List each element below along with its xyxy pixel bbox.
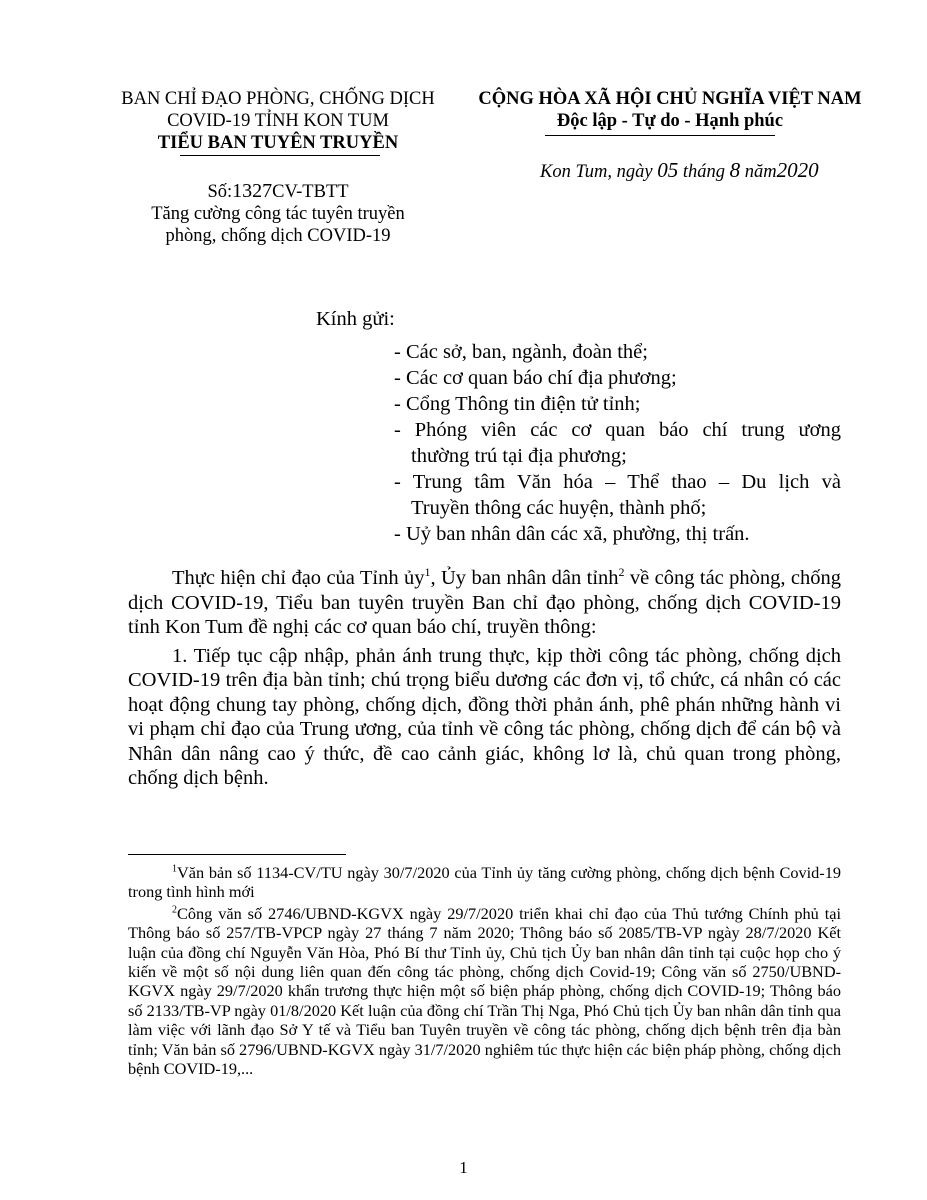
footnote-2 bbox=[128, 904, 841, 1079]
recipient-text: - Các cơ quan báo chí địa phương; bbox=[394, 367, 677, 389]
agency-line-2: COVID-19 TỈNH KON TUM bbox=[167, 111, 389, 131]
footnote-ref-2: 2 bbox=[618, 565, 625, 580]
recipient-text-cont: Truyền thông các huyện, thành phố; bbox=[411, 497, 707, 519]
subject-line-2: phòng, chống dịch COVID-19 bbox=[165, 226, 391, 246]
intro-text: , Ủy ban nhân dân tỉnh bbox=[430, 567, 619, 589]
subject-line-1: Tăng cường công tác tuyên truyền bbox=[151, 204, 405, 224]
recipient-text: - Trung tâm Văn hóa – Thể thao – Du lịch và bbox=[394, 471, 841, 493]
national-motto-block bbox=[460, 88, 880, 132]
date-day: 05 bbox=[657, 158, 679, 182]
recipient-item bbox=[394, 469, 841, 521]
recipient-item bbox=[394, 391, 841, 417]
national-motto: Độc lập - Tự do - Hạnh phúc bbox=[556, 111, 784, 131]
footnotes bbox=[128, 863, 841, 1078]
date-year-label: năm bbox=[740, 162, 777, 182]
document-date bbox=[540, 158, 819, 183]
agency-line-1: BAN CHỈ ĐẠO PHÒNG, CHỐNG DỊCH bbox=[121, 89, 435, 109]
date-prefix: Kon Tum, ngày bbox=[540, 162, 658, 182]
issuing-agency-block bbox=[98, 88, 458, 154]
recipient-text-cont: thường trú tại địa phương; bbox=[411, 445, 627, 467]
intro-text: về công tác phòng, chống dịch COVID-19, Tiểu ban tuyên truyền Ban chỉ đạo phòng, chống dịch COVID-19 tỉnh Kon Tum đề nghị các cơ quan báo chí, truyền thông: bbox=[128, 567, 841, 638]
footnote-separator bbox=[128, 854, 346, 855]
document-number-block bbox=[98, 180, 458, 247]
date-month: 8 bbox=[729, 158, 741, 182]
page-number: 1 bbox=[459, 1158, 468, 1177]
recipient-item bbox=[394, 339, 841, 365]
motto-underline bbox=[545, 135, 775, 136]
date-month-label: tháng bbox=[678, 162, 730, 182]
doc-number-value: 1327 bbox=[232, 180, 273, 202]
footnote-1 bbox=[128, 863, 841, 902]
agency-underline bbox=[180, 155, 380, 156]
agency-subcommittee: TIỂU BAN TUYÊN TRUYỀN bbox=[157, 133, 399, 153]
footnote-mark: 1 bbox=[172, 863, 177, 875]
recipient-text: - Cổng Thông tin điện tử tỉnh; bbox=[394, 393, 641, 415]
footnote-mark: 2 bbox=[172, 904, 177, 916]
footnote-text: Văn bản số 1134-CV/TU ngày 30/7/2020 của Tỉnh ủy tăng cường phòng, chống dịch bệnh Covid-19 trong tình hình mới bbox=[128, 863, 841, 902]
footnote-ref-1: 1 bbox=[424, 565, 431, 580]
recipients-heading: Kính gửi: bbox=[316, 308, 395, 330]
country-name: CỘNG HÒA XÃ HỘI CHỦ NGHĨA VIỆT NAM bbox=[478, 89, 862, 109]
point-1-paragraph: 1. Tiếp tục cập nhập, phản ánh trung thực, kịp thời công tác phòng, chống dịch COVID-19 trên địa bàn tỉnh; chú trọng biểu dương các đơn vị, tổ chức, cá nhân có các hoạt động chung tay phòng, chống dịch, đồng thời phản ánh, phê phán những hành vi vi phạm chỉ đạo của Trung ương, của tỉnh về công tác phòng, chống dịch để cán bộ và Nhân dân nâng cao ý thức, đề cao cảnh giác, không lơ là, chủ quan trong phòng, chống dịch bệnh. bbox=[128, 644, 841, 789]
body-text bbox=[128, 566, 841, 791]
intro-text: Thực hiện chỉ đạo của Tỉnh ủy bbox=[172, 567, 425, 589]
recipient-text: - Uỷ ban nhân dân các xã, phường, thị trấn. bbox=[394, 523, 750, 545]
recipient-text: - Các sở, ban, ngành, đoàn thể; bbox=[394, 341, 648, 363]
recipient-item bbox=[394, 365, 841, 391]
recipient-text: - Phóng viên các cơ quan báo chí trung ương bbox=[394, 419, 841, 441]
intro-paragraph bbox=[128, 566, 841, 640]
footnote-text: Công văn số 2746/UBND-KGVX ngày 29/7/2020 triển khai chỉ đạo của Thủ tướng Chính phủ tại Thông báo số 257/TB-VPCP ngày 27 tháng 7 năm 2020; Thông báo số 2085/TB-VP ngày 28/7/2020 Kết luận của đồng chí Nguyễn Văn Hòa, Phó Bí thư Tỉnh ủy, Chủ tịch Ủy ban nhân dân tỉnh tại cuộc họp cho ý kiến về một số nội dung liên quan đến công tác phòng, chống dịch Covid-19; Công văn số 2750/UBND-KGVX ngày 29/7/2020 khẩn trương thực hiện một số biện pháp phòng, chống dịch COVID-19; Thông báo số 2133/TB-VP ngày 01/8/2020 Kết luận của đồng chí Trần Thị Nga, Phó Chủ tịch Ủy ban nhân dân tỉnh qua làm việc với lãnh đạo Sở Y tế và Tiểu ban Tuyên truyền về công tác phòng, chống dịch bệnh trên địa bàn tỉnh; Văn bản số 2796/UBND-KGVX ngày 31/7/2020 nghiêm túc thực hiện các biện pháp phòng, chống dịch bệnh COVID-19,... bbox=[128, 903, 841, 1079]
date-year: 2020 bbox=[776, 158, 819, 182]
document-number bbox=[98, 180, 458, 203]
recipient-item bbox=[394, 521, 841, 547]
recipients-list bbox=[394, 339, 841, 547]
doc-number-suffix: CV-TBTT bbox=[272, 182, 349, 202]
recipient-item bbox=[394, 417, 841, 469]
doc-number-prefix: Số: bbox=[207, 182, 233, 202]
